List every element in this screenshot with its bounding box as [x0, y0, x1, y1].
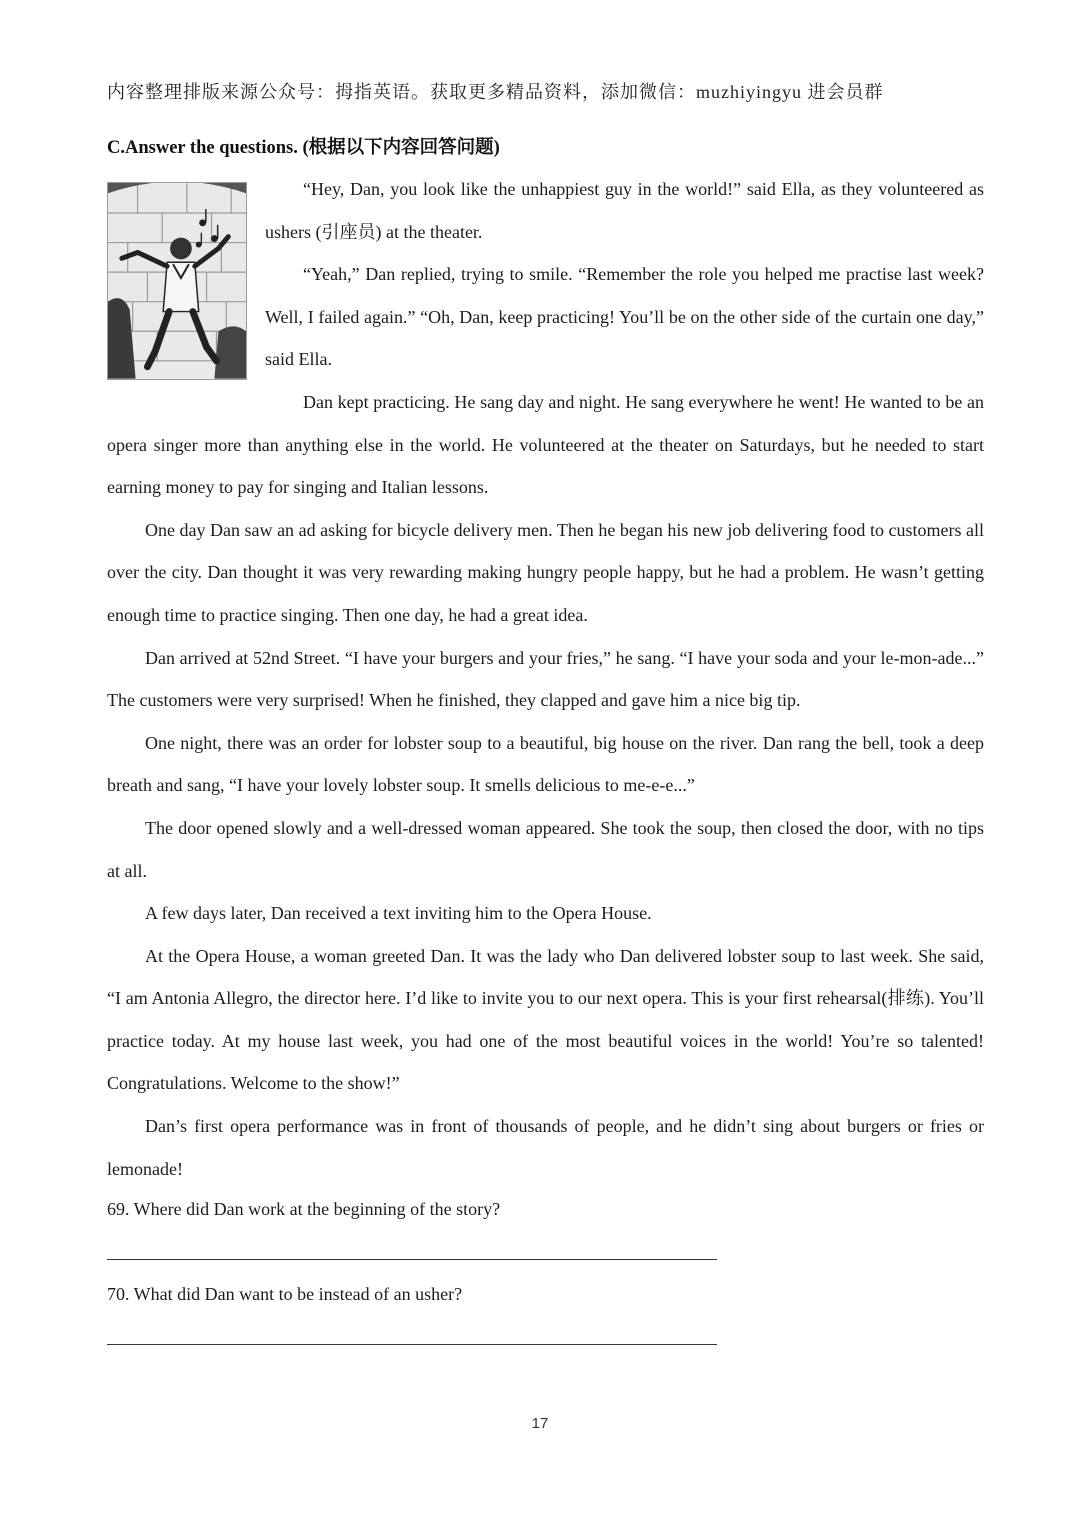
story-paragraph: Dan kept practicing. He sang day and night. He sang everywhere he went! He wanted to be an opera singer more than anything else in the world. He volunteered at the theater on Saturdays, but he needed to start earning money to pay for singing and Italian lessons.: [107, 391, 984, 498]
section-title: C.Answer the questions. (根据以下内容回答问题): [107, 138, 500, 158]
story-paragraph: A few days later, Dan received a text inviting him to the Opera House.: [145, 903, 652, 924]
story-paragraph: One day Dan saw an ad asking for bicycle delivery men. Then he began his new job delivering food to customers all over the city. Dan thought it was very rewarding making hungry people happy, but he had a problem. He wasn’t getting enough time to practice singing. Then one day, he had a great idea.: [107, 519, 984, 625]
answer-line-70[interactable]: [107, 1344, 717, 1345]
story-paragraph: The door opened slowly and a well-dressed woman appeared. She took the soup, then closed the door, with no tips at all.: [107, 817, 984, 881]
story-text: [107, 168, 984, 1190]
page-number: 17: [531, 1415, 549, 1432]
story-paragraph: Dan arrived at 52nd Street. “I have your burgers and your fries,” he sang. “I have your soda and your le-mon-ade...” The customers were very surprised! When he finished, they clapped and gave him a nice big tip.: [107, 647, 984, 711]
story-paragraph: Dan’s first opera performance was in front of thousands of people, and he didn’t sing about burgers or fries or lemonade!: [107, 1116, 984, 1179]
question-70: 70. What did Dan want to be instead of an usher?: [107, 1284, 463, 1304]
story-paragraph: “Hey, Dan, you look like the unhappiest guy in the world!” said Ella, as they volunteered as ushers (引座员) at the theater.: [265, 179, 984, 242]
story-paragraph: “Yeah,” Dan replied, trying to smile. “Remember the role you helped me practise last week? Well, I failed again.” “Oh, Dan, keep practicing! You’ll be on the other side of the curtain one day,” said Ella.: [265, 264, 984, 370]
question-69: 69. Where did Dan work at the beginning of the story?: [107, 1199, 501, 1219]
answer-line-69[interactable]: [107, 1259, 717, 1260]
story-paragraph: At the Opera House, a woman greeted Dan. It was the lady who Dan delivered lobster soup to last week. She said, “I am Antonia Allegro, the director here. I’d like to invite you to our next opera. This is your first rehearsal(排练). You’ll practice today. At my house last week, you had one of the most beautiful voices in the world! You’re so talented! Congratulations. Welcome to the show!”: [107, 945, 984, 1094]
source-note: 内容整理排版来源公众号：拇指英语。获取更多精品资料，添加微信：muzhiyingyu 进会员群: [107, 82, 884, 102]
story-paragraph: One night, there was an order for lobster soup to a beautiful, big house on the river. Dan rang the bell, took a deep breath and sang, “I have your lovely lobster soup. It smells delicious to me-e-e...”: [107, 732, 984, 796]
